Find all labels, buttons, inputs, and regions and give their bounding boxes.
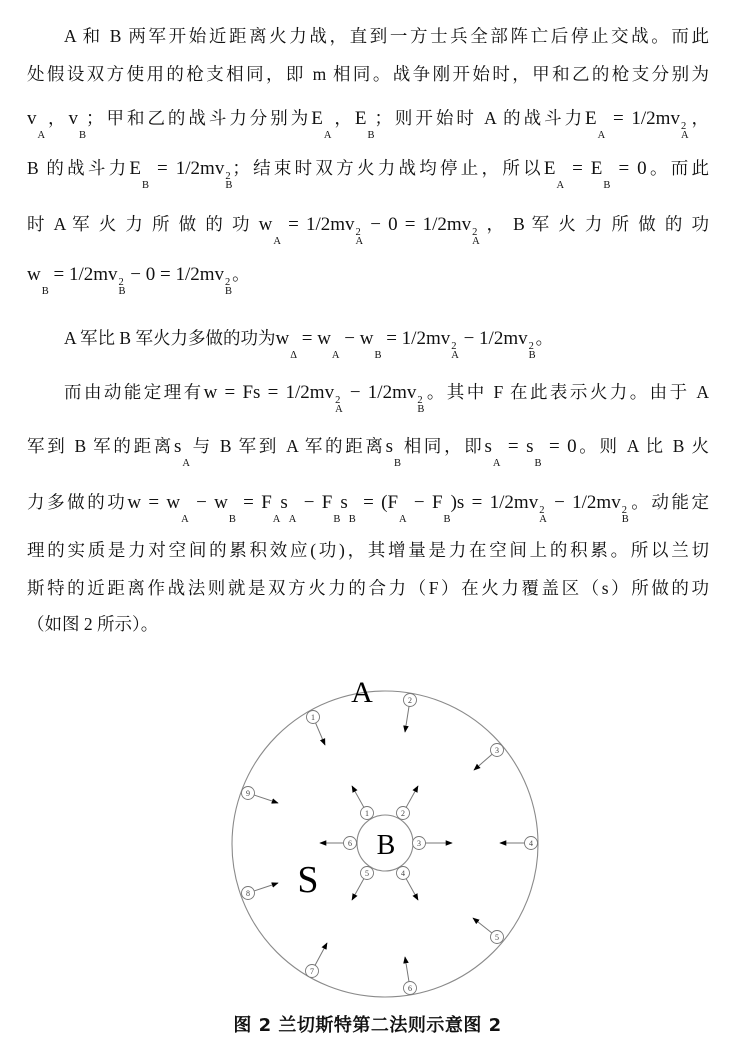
math-base: s: [280, 492, 288, 513]
math-run: [258, 214, 281, 247]
superscript: 2: [225, 171, 231, 182]
army-b-soldier-5: [352, 867, 374, 901]
math-run: [340, 492, 356, 525]
math-base: − F: [406, 492, 443, 513]
math-run: [27, 264, 49, 297]
subscript: A: [272, 514, 281, 525]
army-a-label: A: [351, 676, 373, 709]
text-run: 。: [232, 264, 250, 284]
math-base: w: [27, 264, 41, 285]
fire-arrow: [406, 879, 418, 900]
soldier-node-label: 3: [417, 839, 421, 848]
math-run: [188, 492, 236, 525]
math-base: = 1/2mv: [48, 264, 118, 285]
army-a-soldier-5: [473, 918, 504, 944]
subscript: A: [182, 458, 190, 469]
math-base: v: [68, 108, 79, 129]
fire-arrow: [352, 786, 364, 807]
math-run: [605, 108, 689, 141]
superscript: 2: [680, 121, 687, 132]
math-run: [564, 158, 611, 191]
math-run: [311, 108, 332, 141]
math-base: = F: [235, 492, 272, 513]
math-run: [450, 492, 547, 525]
army-b-label: B: [376, 830, 396, 861]
army-a-soldier-8: [242, 883, 279, 900]
fire-arrow: [474, 754, 492, 770]
text-line: [27, 62, 709, 86]
text-run: 时 A 军 火 力 所 做 的 功: [27, 214, 259, 234]
math-base: − 1/2mv: [342, 382, 417, 403]
math-base: − 0 = 1/2mv: [125, 264, 225, 285]
text-run: 理的实质是力对空间的累积效应(功)，其增量是力在空间上的积累。所以兰切: [27, 540, 709, 560]
text-line: [64, 326, 709, 360]
math-run: [458, 328, 536, 361]
fire-arrow: [254, 883, 278, 891]
soldier-node-label: 6: [348, 839, 352, 848]
zone-s-label: S: [297, 859, 319, 901]
subscript: A: [472, 236, 480, 247]
soldier-node-label: 2: [408, 696, 412, 705]
superscript: 2: [539, 505, 545, 516]
superscript: 2: [355, 227, 361, 238]
soldier-node-label: 1: [365, 809, 369, 818]
math-run: [385, 436, 402, 469]
math-base: s: [340, 492, 348, 513]
math-base: − F: [296, 492, 333, 513]
math-run: [129, 158, 150, 191]
text-line: [27, 612, 709, 636]
text-run: 。则 A 比 B 火: [576, 436, 709, 456]
math-run: [484, 436, 501, 469]
text-line: [27, 434, 709, 468]
math-run: [381, 328, 459, 361]
math-base: = 1/2mv: [605, 108, 680, 129]
soldier-node-label: 2: [401, 809, 405, 818]
text-run: 。动能定: [628, 492, 710, 512]
math-base: = 1/2mv: [149, 158, 225, 179]
army-a-soldier-6: [404, 957, 417, 995]
math-run: [48, 264, 126, 297]
math-base: s: [484, 436, 492, 457]
text-line: [27, 538, 709, 562]
text-run: ，: [331, 108, 355, 128]
superscript: 2: [472, 227, 478, 238]
math-base: E: [585, 108, 597, 129]
text-run: ；结束时双方火力战均停止，所以: [232, 158, 544, 178]
text-run: A 军比 B 军火力多做的功为: [64, 328, 276, 348]
army-b-soldier-4: [397, 867, 419, 901]
math-run: [296, 328, 340, 361]
fire-arrow: [406, 786, 418, 807]
math-base: = 0: [610, 158, 647, 179]
subscript: A: [355, 236, 364, 247]
subscript: B: [118, 286, 126, 297]
math-base: − w: [188, 492, 228, 513]
text-run: （如图 2 所示）。: [27, 614, 159, 634]
subscript: B: [443, 514, 451, 525]
superscript: 2: [225, 277, 231, 288]
text-run: 。而此: [646, 158, 709, 178]
army-a-soldier-7: [306, 943, 328, 978]
fire-arrow: [405, 706, 409, 732]
subscript: B: [367, 130, 375, 141]
math-base: E: [543, 158, 556, 179]
superscript: 2: [451, 341, 457, 352]
subscript: B: [603, 180, 611, 191]
soldier-node-label: 4: [529, 839, 533, 848]
math-base: = 0: [541, 436, 577, 457]
subscript: A: [680, 130, 689, 141]
subscript: A: [597, 130, 606, 141]
math-base: v: [27, 108, 37, 129]
soldier-node-label: 7: [310, 967, 314, 976]
math-run: [342, 382, 425, 415]
text-line: [64, 380, 709, 414]
army-a-soldier-1: [307, 711, 326, 746]
math-run: [339, 328, 382, 361]
subscript: A: [399, 514, 407, 525]
math-run: [280, 492, 297, 525]
subscript: B: [225, 286, 233, 297]
text-line: [27, 490, 709, 524]
subscript: A: [273, 236, 281, 247]
math-base: = w: [296, 328, 331, 349]
subscript: B: [528, 350, 536, 361]
math-base: w: [258, 214, 273, 235]
subscript: B: [394, 458, 402, 469]
text-line: [27, 262, 709, 296]
subscript: B: [142, 180, 150, 191]
math-run: [149, 158, 233, 191]
army-b-soldier-6: [320, 837, 357, 850]
math-run: [173, 436, 190, 469]
soldier-node-label: 5: [495, 933, 499, 942]
army-a-soldier-9: [242, 787, 279, 804]
text-run: ， B 军 火 力 所 做 的 功: [479, 214, 710, 234]
math-base: = 1/2mv: [381, 328, 451, 349]
math-base: s: [385, 436, 393, 457]
text-run: 。其中 F 在此表示火力。由于 A: [424, 382, 710, 402]
subscript: B: [225, 180, 233, 191]
subscript: A: [331, 350, 340, 361]
math-run: [235, 492, 281, 525]
math-run: [127, 492, 189, 525]
soldier-node-label: 9: [246, 789, 250, 798]
subscript: Δ: [290, 350, 297, 361]
subscript: A: [539, 514, 547, 525]
math-base: = s: [500, 436, 534, 457]
army-a-soldier-2: [404, 694, 417, 733]
superscript: 2: [417, 395, 423, 406]
subscript: A: [37, 130, 46, 141]
soldier-node-label: 1: [311, 713, 315, 722]
subscript: A: [451, 350, 459, 361]
text-run: ，: [688, 108, 710, 128]
math-run: [354, 108, 375, 141]
math-base: = E: [564, 158, 603, 179]
subscript: A: [323, 130, 332, 141]
math-base: E: [311, 108, 323, 129]
text-line: [27, 212, 709, 246]
math-run: [610, 158, 646, 179]
text-run: 军到 B 军的距离: [27, 436, 174, 456]
text-run: 而由动能定理有: [64, 382, 204, 402]
superscript: 2: [528, 341, 534, 352]
math-base: E: [129, 158, 141, 179]
math-run: [585, 108, 606, 141]
text-run: 处假设双方使用的枪支相同，即 m 相同。战争刚开始时，甲和乙的枪支分别为: [27, 64, 709, 84]
text-line: [27, 576, 709, 600]
text-run: A 和 B 两军开始近距离火力战，直到一方士兵全部阵亡后停止交战。而此: [64, 26, 709, 46]
army-b-soldier-3: [413, 837, 453, 850]
fire-arrow: [473, 918, 492, 933]
figure-caption: 图 2 兰切斯特第二法则示意图 2: [233, 1015, 502, 1036]
superscript: 2: [621, 505, 627, 516]
text-run: 。: [535, 328, 554, 348]
figure-2-diagram: [0, 660, 735, 1010]
math-base: − 1/2mv: [458, 328, 528, 349]
subscript: A: [288, 514, 297, 525]
subscript: A: [181, 514, 189, 525]
math-run: [275, 328, 297, 361]
subscript: B: [348, 514, 356, 525]
subscript: B: [534, 458, 542, 469]
math-base: − 0 = 1/2mv: [363, 214, 472, 235]
subscript: B: [41, 286, 49, 297]
subscript: B: [333, 514, 341, 525]
soldier-node-label: 4: [401, 869, 405, 878]
math-run: [296, 492, 341, 525]
subscript: B: [79, 130, 87, 141]
math-run: [68, 108, 87, 141]
subscript: B: [417, 404, 425, 415]
math-run: [27, 108, 46, 141]
text-line: [27, 156, 709, 190]
math-base: w = Fs = 1/2mv: [203, 382, 335, 403]
math-base: w: [275, 328, 290, 349]
army-b-soldier-1: [352, 786, 374, 820]
subscript: A: [335, 404, 343, 415]
math-run: [363, 214, 480, 247]
subscript: B: [228, 514, 236, 525]
math-base: = (F: [355, 492, 399, 513]
subscript: B: [374, 350, 382, 361]
text-run: ；甲和乙的战斗力分别为: [86, 108, 312, 128]
text-run: B 的战斗力: [27, 158, 130, 178]
text-line: [64, 24, 709, 48]
text-run: ，: [45, 108, 69, 128]
math-base: − 1/2mv: [546, 492, 621, 513]
fire-arrow: [254, 795, 278, 803]
math-run: [280, 214, 364, 247]
subscript: A: [556, 180, 565, 191]
soldier-node-label: 8: [246, 889, 250, 898]
math-base: w = w: [127, 492, 181, 513]
math-base: = 1/2mv: [280, 214, 355, 235]
superscript: 2: [335, 395, 341, 406]
text-run: ；则开始时 A 的战斗力: [374, 108, 586, 128]
math-base: )s = 1/2mv: [450, 492, 539, 513]
text-run: 相同，即: [401, 436, 485, 456]
soldier-node-label: 3: [495, 746, 499, 755]
soldier-node-label: 5: [365, 869, 369, 878]
soldier-node-label: 6: [408, 984, 412, 993]
math-base: s: [173, 436, 182, 457]
army-a-soldier-3: [474, 744, 504, 771]
math-run: [542, 436, 577, 457]
subscript: A: [492, 458, 501, 469]
text-run: 斯特的近距离作战法则就是双方火力的合力（F）在火力覆盖区（s）所做的功: [27, 578, 709, 598]
fire-arrow: [316, 723, 325, 745]
fire-arrow: [405, 957, 409, 982]
math-base: − w: [339, 328, 374, 349]
text-run: 力多做的功: [27, 492, 128, 512]
superscript: 2: [118, 277, 124, 288]
fire-arrow: [352, 879, 364, 900]
fire-arrow: [315, 943, 327, 965]
text-line: [27, 106, 709, 140]
army-b-soldier-2: [397, 786, 419, 820]
math-run: [543, 158, 565, 191]
math-run: [203, 382, 343, 415]
subscript: B: [621, 514, 629, 525]
math-run: [546, 492, 629, 525]
math-run: [406, 492, 451, 525]
text-run: 与 B 军到 A 军的距离: [189, 436, 386, 456]
math-run: [125, 264, 233, 297]
math-run: [355, 492, 407, 525]
math-base: E: [354, 108, 367, 129]
math-run: [500, 436, 542, 469]
army-a-soldier-4: [500, 837, 538, 850]
